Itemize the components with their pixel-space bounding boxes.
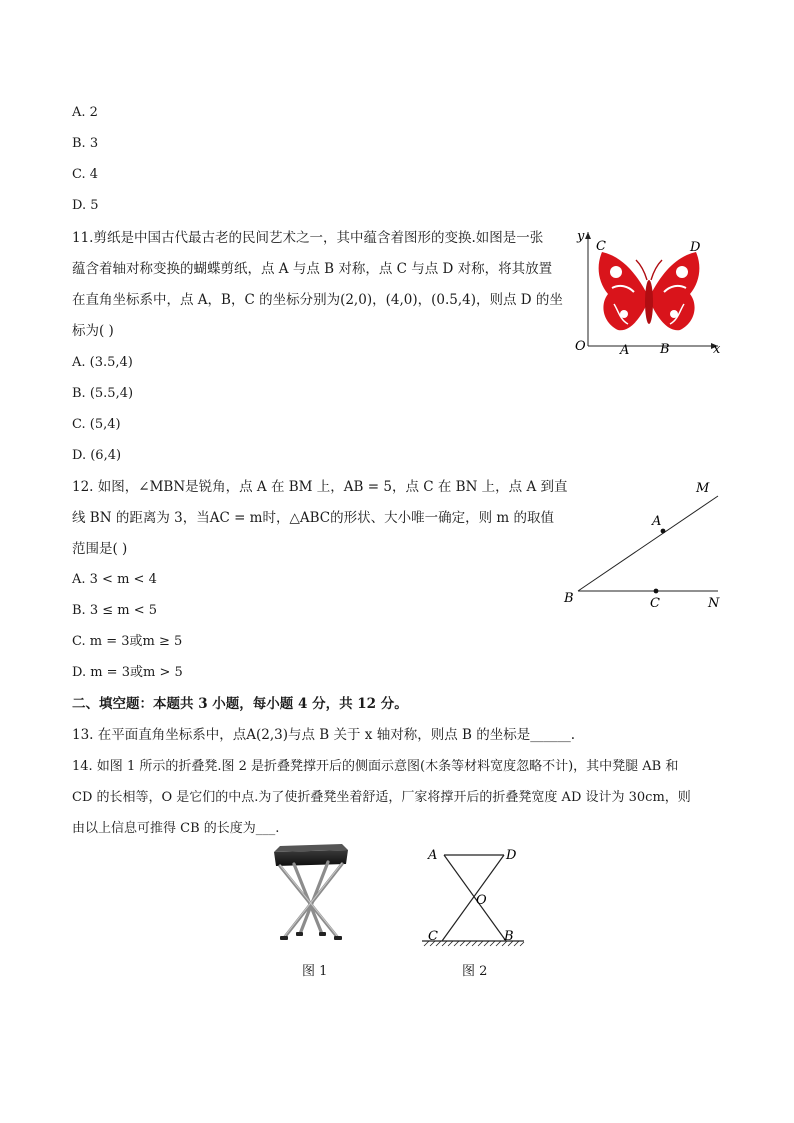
section-2-heading: 二、填空题：本题共 3 小题，每小题 4 分，共 12 分。 <box>72 696 408 712</box>
q11-line-3: 在直角坐标系中，点 A，B，C 的坐标分别为(2,0)，(4,0)，(0.5,4)，则点 D 的坐 <box>72 292 563 308</box>
q11-option-a: A. (3.5,4) <box>72 355 133 370</box>
point-d-label: D <box>506 848 517 863</box>
q14-line-1: 14. 如图 1 所示的折叠凳.图 2 是折叠凳撑开后的侧面示意图(木条等材料宽度忽略不计)，其中凳腿 AB 和 <box>72 759 679 774</box>
q11-option-b: B. (5.5,4) <box>72 386 134 401</box>
point-a-label: A <box>652 514 662 529</box>
q10-option-c: C. 4 <box>72 167 99 182</box>
ray-bm <box>578 496 718 591</box>
origin-label: O <box>575 339 586 354</box>
point-b-label: B <box>660 342 670 357</box>
figure-2-caption: 图 2 <box>462 964 488 979</box>
point-c-label: C <box>428 929 438 944</box>
q12-option-b: B. 3 ≤ m < 5 <box>72 603 158 618</box>
point-n-label: N <box>708 596 720 611</box>
point-c <box>654 589 659 594</box>
butterfly-icon <box>599 252 700 330</box>
point-c-label: C <box>596 239 606 254</box>
figure-1-caption: 图 1 <box>302 964 328 979</box>
q11-option-c: C. (5,4) <box>72 417 121 432</box>
y-axis-arrow <box>585 232 591 239</box>
segment-ab <box>444 855 506 941</box>
point-m-label: M <box>696 481 710 496</box>
q10-option-d: D. 5 <box>72 198 99 213</box>
y-axis-label: y <box>577 229 585 244</box>
q14-line-3: 由以上信息可推得 CB 的长度为___. <box>72 821 280 836</box>
q12-option-c: C. m = 3或m ≥ 5 <box>72 634 183 649</box>
point-c-label: C <box>650 596 660 611</box>
butterfly-figure <box>568 226 728 360</box>
folding-stool-image <box>266 842 356 946</box>
point-a <box>661 529 666 534</box>
q13-text: 13. 在平面直角坐标系中，点A(2,3)与点 B 关于 x 轴对称，则点 B 的坐标是______. <box>72 727 576 743</box>
point-d-label: D <box>690 240 701 255</box>
point-b-label: B <box>564 591 574 606</box>
q12-option-a: A. 3 < m < 4 <box>72 572 157 587</box>
point-o-label: O <box>476 893 487 908</box>
segment-dc <box>442 855 504 941</box>
point-a-label: A <box>428 848 438 863</box>
point-b-label: B <box>504 929 514 944</box>
q11-line-4: 标为( ) <box>72 323 114 339</box>
angle-figure <box>558 474 728 616</box>
q12-option-d: D. m = 3或m > 5 <box>72 665 183 680</box>
q12-line-3: 范围是( ) <box>72 541 128 557</box>
q12-line-1: 12. 如图，∠MBN是锐角，点 A 在 BM 上，AB = 5，点 C 在 BN 上，点 A 到直 <box>72 479 568 495</box>
q10-option-a: A. 2 <box>72 105 98 120</box>
q10-option-b: B. 3 <box>72 136 99 151</box>
q14-line-2: CD 的长相等，O 是它们的中点.为了使折叠凳坐着舒适，厂家将撑开后的折叠凳宽度 AD 设计为 30cm，则 <box>72 790 691 805</box>
q11-option-d: D. (6,4) <box>72 448 122 463</box>
q12-line-2: 线 BN 的距离为 3，当AC = m时，△ABC的形状、大小唯一确定，则 m 的取值 <box>72 510 554 526</box>
x-axis-label: x <box>713 342 721 357</box>
point-a-label: A <box>620 343 630 358</box>
q11-line-2: 蕴含着轴对称变换的蝴蝶剪纸，点 A 与点 B 对称，点 C 与点 D 对称，将其放置 <box>72 261 553 277</box>
stool-diagram <box>420 842 530 950</box>
q11-line-1: 11.剪纸是中国古代最古老的民间艺术之一，其中蕴含着图形的变换.如图是一张 <box>72 230 544 246</box>
